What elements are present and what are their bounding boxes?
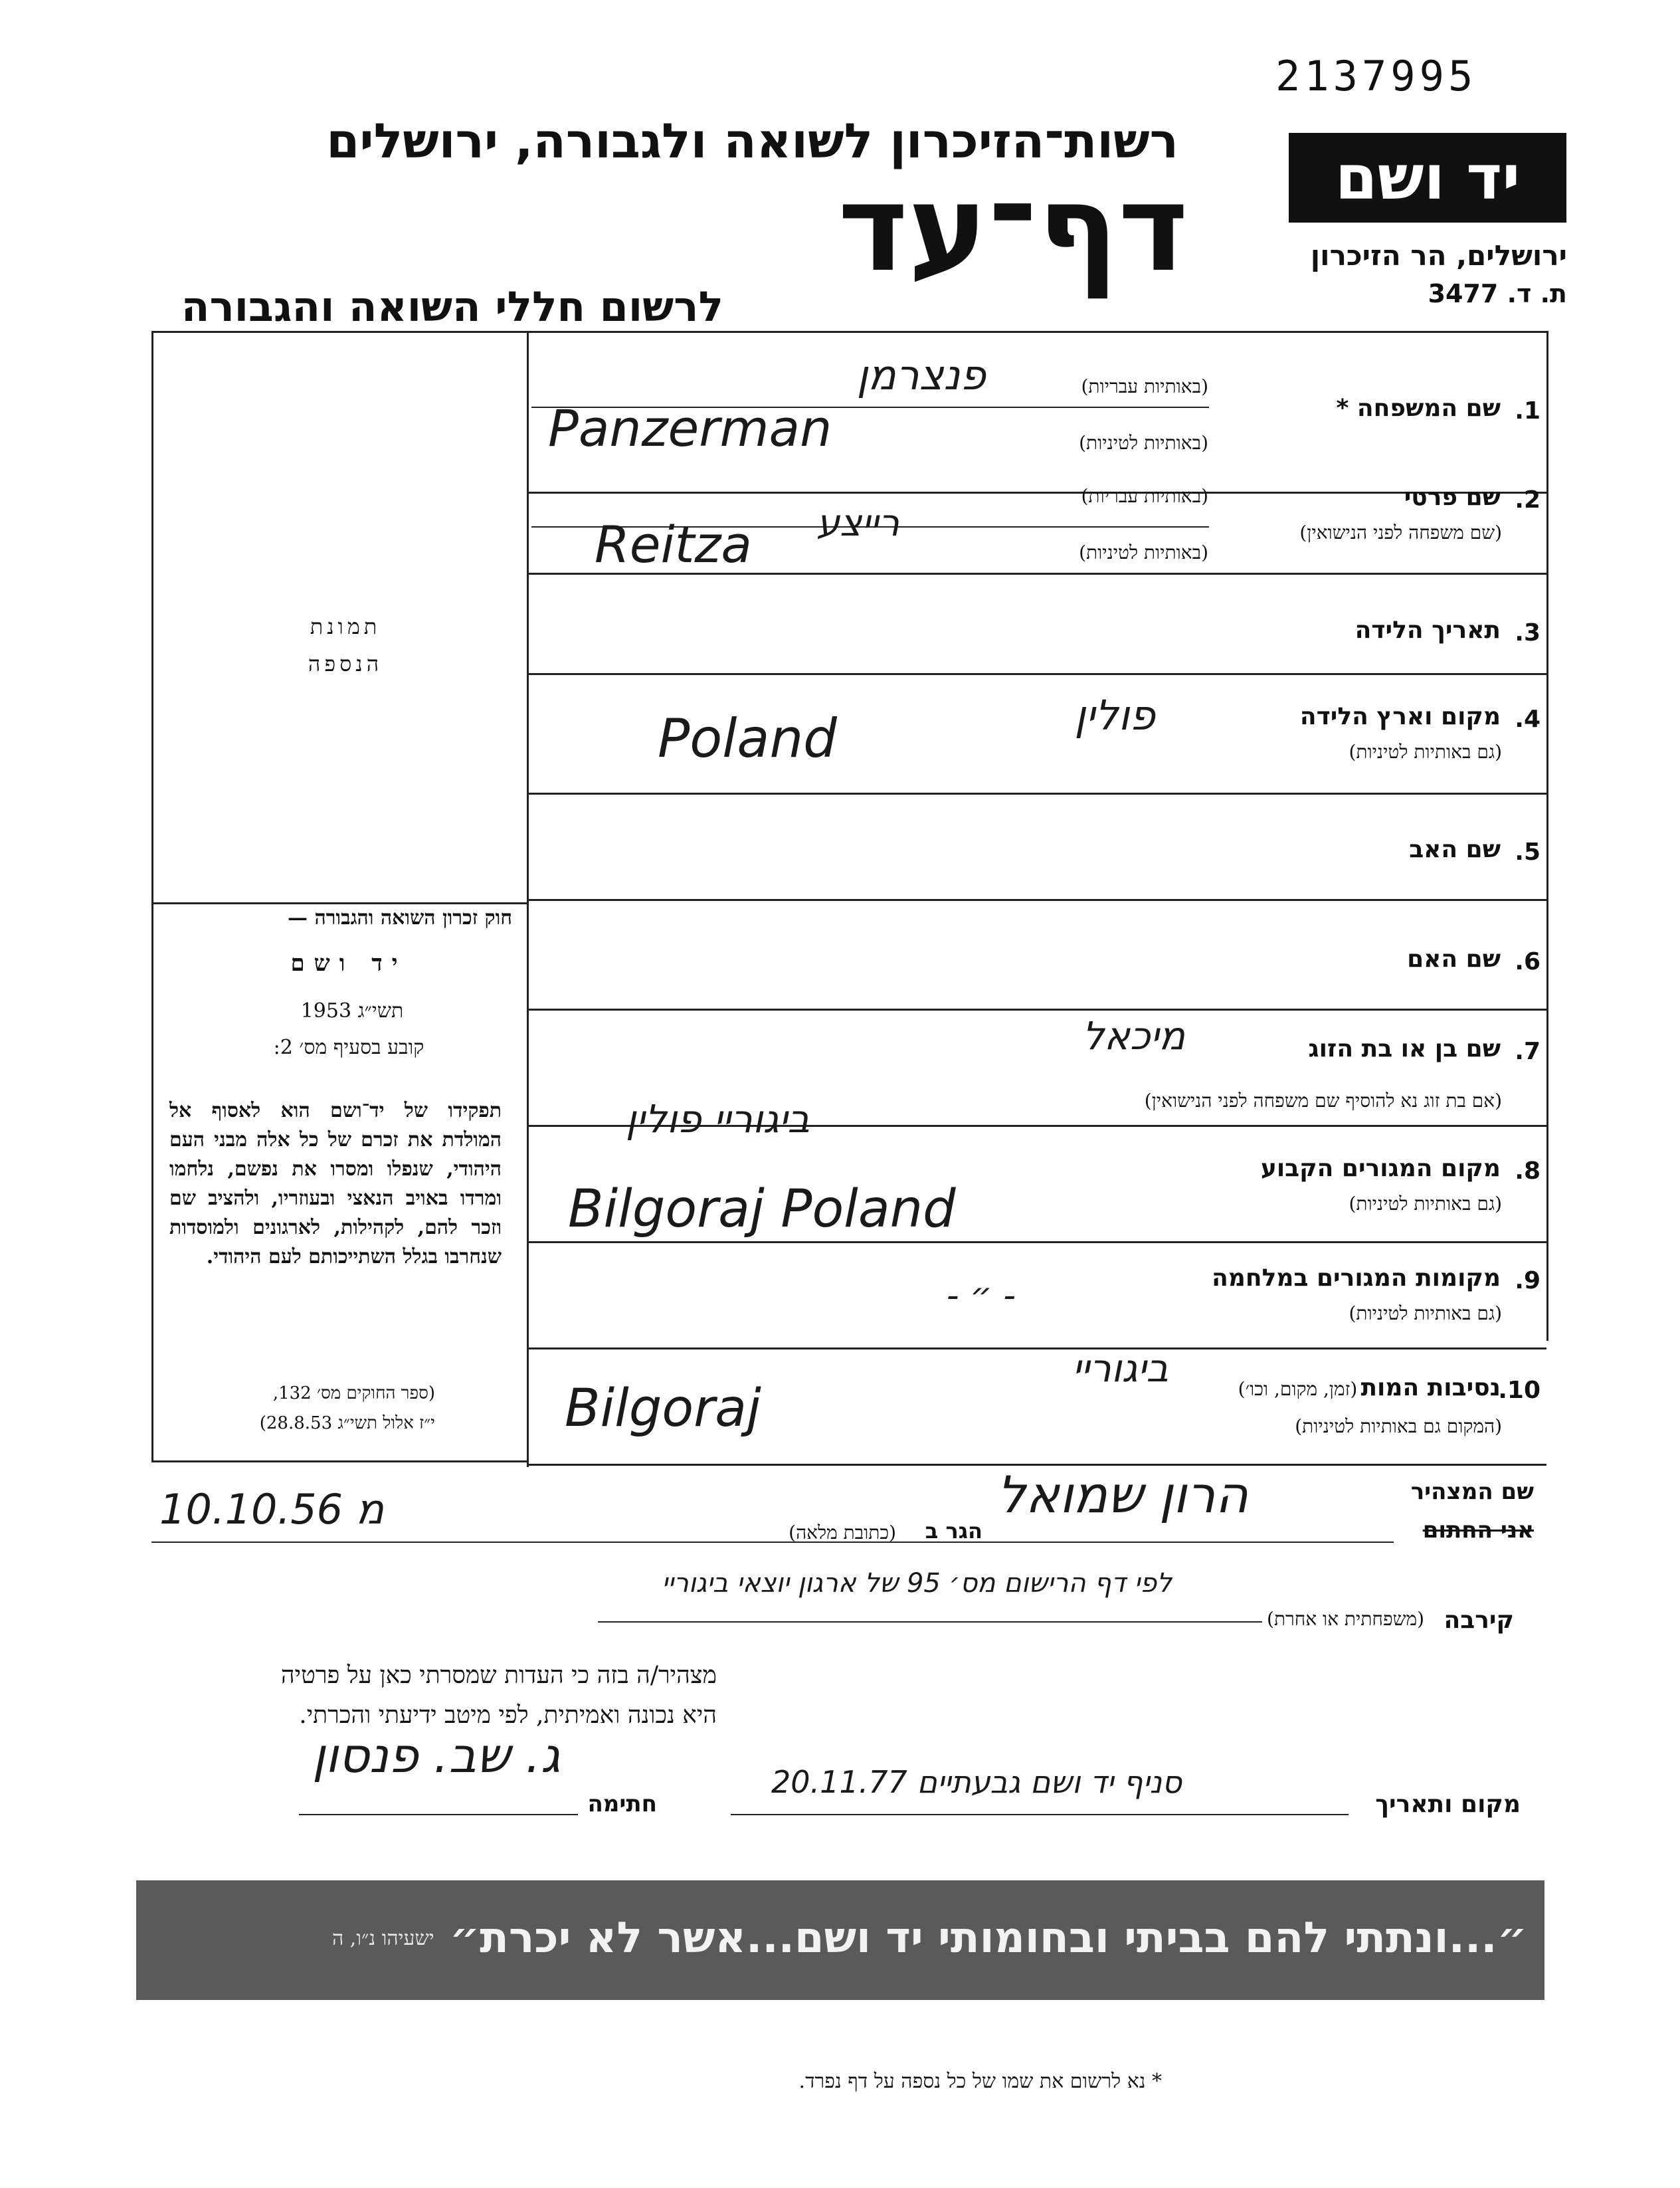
frame-left-line: [151, 331, 153, 1460]
father-name-label: שם האב: [1409, 836, 1501, 863]
row-separator: [527, 1241, 1546, 1243]
row-separator: [527, 492, 1546, 494]
field-number: 3.: [1515, 619, 1540, 646]
frame-top-line: [151, 331, 1546, 333]
issuing-authority: רשות־הזיכרון לשואה ולגבורה, ירושלים: [326, 113, 1178, 169]
handwritten-residence-latin: Bilgoraj Poland: [568, 1179, 956, 1239]
photo-placeholder-label: [266, 608, 425, 682]
place-latin-note: (המקום גם באותיות לטיניות): [1295, 1415, 1502, 1437]
handwritten-birthplace-hebrew: פולין: [1074, 691, 1155, 740]
field-number: 5.: [1515, 839, 1540, 866]
footnote: * נא לרשום את שמו של כל נספה על דף נפרד.: [798, 2070, 1162, 2093]
death-circumstances-label: נסיבות המות: [1360, 1374, 1501, 1401]
handwritten-spouse-name: מיכאל: [1082, 1013, 1185, 1058]
latin-letters-note: (גם באותיות לטיניות): [1349, 1193, 1502, 1215]
declarant-struck-label: אני החתום: [1422, 1517, 1534, 1543]
law-year: תשי״ג 1953: [300, 999, 404, 1023]
law-text: תפקידו של יד־ושם הוא לאסוף אל המולדת את זכרם של כל אלה מבני העם היהודי, שנפלו ומסרו את נפשם, נלחמו ומרדו באויב הנאצי ובעוזריו, ולהציב שם וזכר להם, לקהילות, לארגונים ולמוסדות שנחרבו בגלל השתייכותם לעם היהודי.: [169, 1099, 502, 1268]
yad-vashem-logo: יד ושם: [1289, 133, 1566, 223]
row-separator: [527, 899, 1546, 901]
photo-label-line-2: הנספה: [308, 651, 383, 676]
place-date-line: [731, 1814, 1349, 1815]
field-number: 1.: [1515, 397, 1540, 425]
law-reference-1: (ספר החוקים מס׳ 132,: [272, 1383, 435, 1403]
relation-label: קירבה: [1444, 1607, 1514, 1634]
latin-letters-hint: (באותיות לטיניות): [1079, 542, 1208, 563]
handwritten-declarant-name: הרון שמואל: [996, 1465, 1248, 1524]
surname-label: שם המשפחה *: [1336, 395, 1501, 422]
row-separator: [527, 673, 1546, 675]
field-number: 10.: [1498, 1377, 1540, 1404]
handwritten-death-place-latin: Bilgoraj: [565, 1379, 761, 1439]
mother-name-label: שם האם: [1407, 945, 1501, 973]
handwritten-given-name-latin: Reitza: [595, 515, 752, 574]
field-number: 9.: [1515, 1267, 1540, 1294]
law-reference-2: י״ז אלול תשי״ג 28.8.53): [259, 1413, 435, 1433]
law-title: חוק זכרון השואה והגבורה —: [288, 906, 512, 930]
spouse-maiden-name-note: (אם בת זוג נא להוסיף שם משפחה לפני הנישואין): [1144, 1090, 1502, 1112]
form-subtitle: לרשום חללי השואה והגבורה: [181, 282, 723, 331]
frame-right-line: [1546, 331, 1548, 1341]
signature-label: חתימה: [587, 1791, 657, 1817]
handwritten-residence-hebrew: ביגוריי פולין: [625, 1096, 810, 1142]
relation-hint: (משפחתית או אחרת): [1267, 1608, 1424, 1630]
left-column-bottom: [151, 1460, 527, 1462]
law-name: יד ושם: [290, 950, 407, 977]
banner-quote: ״...ונתתי להם בביתי ובחומותי יד ושם...אשר לא יכרת״: [449, 1914, 1527, 1963]
row-separator: [527, 1347, 1546, 1349]
field-number: 7.: [1515, 1038, 1540, 1065]
given-name-label: שם פרטי: [1404, 484, 1501, 511]
photo-label-line-1: תמונת: [310, 614, 381, 639]
declaration-line-1: מצהיר/ה בזה כי העדות שמסרתי כאן על פרטיה: [280, 1662, 717, 1689]
full-address-hint: (כתובת מלאה): [789, 1522, 896, 1543]
field-number: 2.: [1515, 486, 1540, 514]
handwritten-address: 10.10.56 מ: [159, 1485, 384, 1534]
row-separator: [527, 793, 1546, 795]
field-number: 8.: [1515, 1157, 1540, 1185]
latin-letters-hint: (באותיות לטיניות): [1079, 432, 1208, 454]
place-date-label: מקום ותאריך: [1375, 1791, 1521, 1818]
row-separator: [527, 1009, 1546, 1011]
field-number: 6.: [1515, 948, 1540, 975]
handwritten-wartime-residence: - ״ -: [946, 1276, 1016, 1316]
death-circumstances-hint: (זמן, מקום, וכו׳): [1238, 1378, 1358, 1400]
wartime-residence-label: מקומות המגורים במלחמה: [1212, 1264, 1501, 1292]
maiden-name-note: (שם משפחה לפני הנישואין): [1299, 522, 1502, 544]
relation-line: [598, 1621, 1262, 1623]
handwritten-birthplace-latin: Poland: [658, 708, 837, 769]
declaration-line-2: היא נכונה ואמיתית, לפי מיטב ידיעתי והכרתי.: [299, 1702, 717, 1729]
handwritten-relation: לפי דף הרישום מס׳ 95 של ארגון יוצאי ביגוריי: [662, 1568, 1172, 1599]
handwritten-place-date: סניף יד ושם גבעתיים 20.11.77: [771, 1764, 1182, 1800]
address-line-2: ת. ד. 3477: [1428, 279, 1567, 308]
birthplace-label: מקום וארץ הלידה: [1299, 703, 1501, 730]
signature-line: [299, 1814, 578, 1815]
field-1: [1515, 397, 1540, 425]
hebrew-letters-hint: (באותיות עבריות): [1081, 485, 1208, 507]
handwritten-death-place-hebrew: ביגוריי: [1072, 1345, 1168, 1391]
handwritten-surname-latin: Panzerman: [548, 399, 832, 458]
law-section: קובע בסעיף מס׳ 2:: [273, 1036, 424, 1059]
field-number: 4.: [1515, 706, 1540, 733]
permanent-residence-label: מקום המגורים הקבוע: [1260, 1155, 1501, 1182]
latin-letters-note: (גם באותיות לטיניות): [1349, 741, 1502, 763]
hebrew-letters-hint: (באותיות עבריות): [1081, 375, 1208, 397]
spouse-name-label: שם בן או בת הזוג: [1308, 1035, 1501, 1062]
handwritten-signature: ג. שב. פנסון: [312, 1728, 561, 1783]
form-title: דף־עד: [838, 159, 1188, 298]
declarant-name-label: שם המצהיר: [1410, 1478, 1534, 1505]
declarant-line: [151, 1542, 1394, 1543]
birth-date-label: תאריך הלידה: [1354, 617, 1501, 644]
handwritten-given-name-hebrew: רייצע: [816, 502, 899, 545]
banner-source: ישעיהו נ״ו, ה: [332, 1927, 434, 1950]
resides-label: הגר ב: [925, 1518, 982, 1543]
address-line-1: ירושלים, הר הזיכרון: [1310, 239, 1567, 272]
death-circumstances-row: [1238, 1374, 1501, 1401]
handwritten-surname-hebrew: פנצרמן: [856, 351, 986, 399]
document-number: 2137995: [1275, 52, 1477, 100]
latin-letters-note: (גם באותיות לטיניות): [1349, 1302, 1502, 1324]
